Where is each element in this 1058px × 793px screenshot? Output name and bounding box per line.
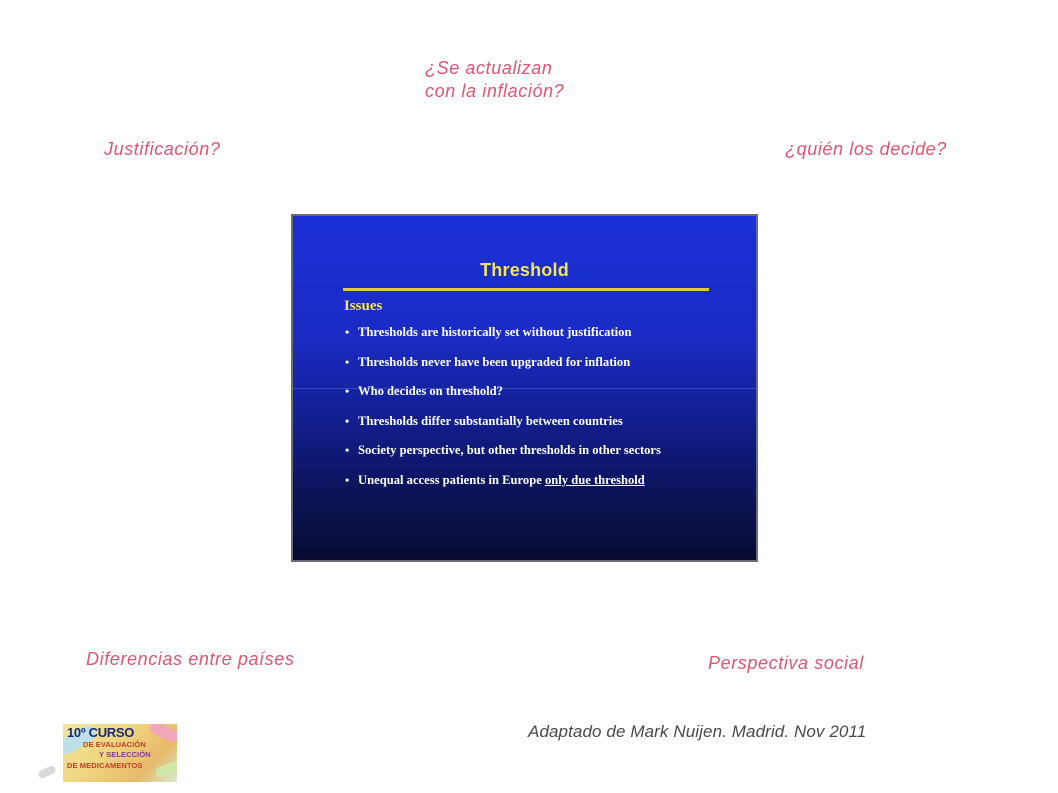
slide-bullet: • Society perspective, but other thresholds in other sectors <box>345 440 661 470</box>
pill-decoration-icon <box>154 760 177 779</box>
note-country-differences: Diferencias entre países <box>86 649 295 669</box>
logo-shadow-decoration <box>37 765 57 780</box>
slide-bullet-list <box>345 322 661 500</box>
slide-bullet: • Thresholds are historically set without justification <box>345 322 661 352</box>
logo-line-medicines: DE MEDICAMENTOS <box>67 761 143 770</box>
bullet-dot-icon: • <box>345 384 350 399</box>
embedded-slide <box>291 214 758 562</box>
slide-bullet: • Thresholds never have been upgraded for inflation <box>345 352 661 382</box>
underlined-text: only due threshold <box>544 472 645 487</box>
note-social-perspective: Perspectiva social <box>708 653 864 673</box>
bullet-dot-icon: • <box>345 443 350 458</box>
bullet-dot-icon: • <box>345 354 350 369</box>
bullet-dot-icon: • <box>345 472 350 487</box>
logo-line-course: 10º CURSO <box>67 725 135 740</box>
bullet-dot-icon: • <box>345 325 350 339</box>
slide-title-rule <box>343 288 709 291</box>
pill-decoration-icon <box>148 724 177 744</box>
logo-line-evaluation: DE EVALUACIÓN <box>83 740 146 749</box>
slide-title: Threshold <box>480 260 569 280</box>
logo-line-selection: Y SELECCIÓN <box>99 750 151 759</box>
slide-bullet: • Unequal access patients in Europe only due threshold <box>345 470 661 500</box>
slide-bullet: • Who decides on threshold? <box>345 381 661 411</box>
slide-bullet: • Thresholds differ substantially between countries <box>345 411 661 441</box>
bullet-dot-icon: • <box>345 413 350 428</box>
note-inflation-question: ¿Se actualizan con la inflación? <box>425 58 565 101</box>
note-who-decides: ¿quién los decide? <box>785 139 947 159</box>
note-justification: Justificación? <box>104 139 221 159</box>
slide-subtitle: Issues <box>344 298 383 314</box>
course-logo <box>63 724 177 782</box>
credit-line: Adaptado de Mark Nuijen. Madrid. Nov 2011 <box>528 722 867 741</box>
